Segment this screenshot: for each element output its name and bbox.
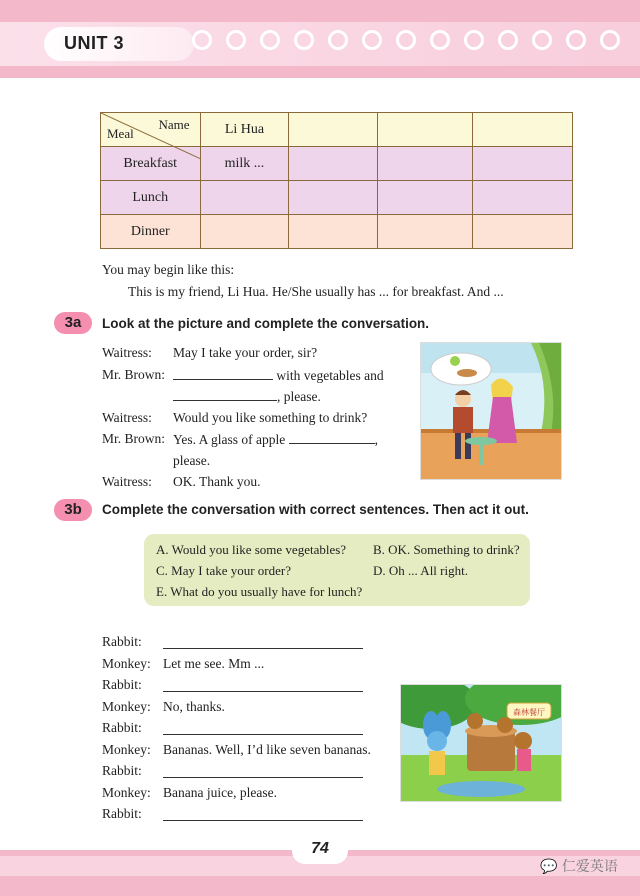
meal-label: Breakfast	[101, 147, 201, 181]
corner-meal-label: Meal	[107, 126, 134, 141]
answer-blank[interactable]	[163, 808, 363, 821]
decor-dot	[532, 30, 552, 50]
table-cell[interactable]	[377, 147, 473, 181]
meal-label: Dinner	[101, 215, 201, 249]
dialogue-text: Yes. A glass of apple	[173, 432, 286, 447]
table-cell[interactable]	[473, 181, 573, 215]
dialogue-line: Let me see. Mm ...	[163, 656, 265, 671]
watermark-text: 仁爱英语	[561, 859, 618, 875]
decor-dot	[396, 30, 416, 50]
dialogue-line: May I take your order, sir?	[173, 345, 318, 360]
table-cell[interactable]	[200, 181, 289, 215]
table-cell[interactable]	[473, 147, 573, 181]
restaurant-sign: 森林餐厅	[513, 708, 545, 717]
section-badge-3b: 3b	[54, 499, 92, 521]
answer-blank[interactable]	[163, 636, 363, 649]
unit-title: UNIT 3	[64, 33, 125, 53]
decor-dot	[294, 30, 314, 50]
dialogue-text: with vegetables and	[276, 368, 384, 383]
decor-dot	[328, 30, 348, 50]
table-row	[101, 215, 573, 249]
table-cell[interactable]	[473, 215, 573, 249]
section-badge-3a: 3a	[54, 312, 92, 334]
table-cell[interactable]	[200, 215, 289, 249]
table-row	[101, 181, 573, 215]
chat-bubble-icon: 💬	[540, 859, 558, 875]
watermark	[540, 856, 618, 876]
answer-blank[interactable]	[163, 722, 363, 735]
dialogue-line-with-blank: Yes. A glass of apple ,	[173, 432, 379, 447]
table-cell[interactable]	[289, 215, 377, 249]
speaker-label: Rabbit:	[102, 634, 142, 649]
dialogue-line: OK. Thank you.	[173, 474, 261, 489]
table-cell[interactable]	[377, 181, 473, 215]
dialogue-line: No, thanks.	[163, 699, 225, 714]
decor-dot	[362, 30, 382, 50]
instruction-3b: Complete the conversation with correct sentences. Then act it out.	[102, 502, 529, 517]
decor-dot	[260, 30, 280, 50]
answer-blank[interactable]	[163, 765, 363, 778]
column-header-empty[interactable]	[473, 113, 573, 147]
meal-table	[100, 112, 573, 249]
meal-label: Lunch	[101, 181, 201, 215]
dialogue-line: Banana juice, please.	[163, 785, 277, 800]
table-cell[interactable]	[377, 215, 473, 249]
speaker-label: Rabbit:	[102, 720, 142, 735]
speaker-label: Waitress:	[102, 345, 152, 360]
decor-dot	[192, 30, 212, 50]
decor-dot	[226, 30, 246, 50]
decor-dot	[430, 30, 450, 50]
corner-name-label: Name	[158, 117, 190, 132]
begin-hint: You may begin like this:	[102, 262, 235, 277]
option-d: D. Oh ... All right.	[373, 563, 468, 578]
answer-blank[interactable]	[289, 431, 375, 444]
speaker-label: Waitress:	[102, 410, 152, 425]
table-cell[interactable]	[289, 147, 377, 181]
header-dots	[192, 30, 634, 56]
decor-dot	[566, 30, 586, 50]
column-header-li-hua: Li Hua	[200, 113, 289, 147]
speaker-label: Mr. Brown:	[102, 431, 166, 446]
table-cell[interactable]	[289, 181, 377, 215]
instruction-3a: Look at the picture and complete the conversation.	[102, 316, 430, 331]
speaker-label: Rabbit:	[102, 763, 142, 778]
begin-example: This is my friend, Li Hua. He/She usually has ... for breakfast. And ...	[128, 284, 504, 299]
dialogue-line: please.	[173, 453, 211, 468]
answer-blank[interactable]	[173, 388, 277, 401]
table-corner-cell	[101, 113, 201, 147]
speaker-label: Waitress:	[102, 474, 152, 489]
speaker-label: Monkey:	[102, 785, 151, 800]
column-header-empty[interactable]	[377, 113, 473, 147]
speaker-label: Rabbit:	[102, 806, 142, 821]
speaker-label: Rabbit:	[102, 677, 142, 692]
column-header-empty[interactable]	[289, 113, 377, 147]
answer-blank[interactable]	[163, 679, 363, 692]
speaker-label: Mr. Brown:	[102, 367, 166, 382]
forest-restaurant-illustration	[400, 684, 562, 802]
restaurant-illustration	[420, 342, 562, 480]
answer-blank[interactable]	[173, 367, 273, 380]
decor-dot	[498, 30, 518, 50]
option-a: A. Would you like some vegetables?	[156, 542, 347, 557]
speaker-label: Monkey:	[102, 699, 151, 714]
decor-dot	[464, 30, 484, 50]
option-c: C. May I take your order?	[156, 563, 292, 578]
option-b: B. OK. Something to drink?	[373, 542, 520, 557]
option-e: E. What do you usually have for lunch?	[156, 584, 363, 599]
dialogue-text: , please.	[277, 389, 321, 404]
decor-dot	[600, 30, 620, 50]
speaker-label: Monkey:	[102, 656, 151, 671]
dialogue-line: Would you like something to drink?	[173, 410, 368, 425]
dialogue-line-with-blank	[173, 367, 384, 384]
dialogue-line-with-blank	[173, 388, 321, 405]
speaker-label: Monkey:	[102, 742, 151, 757]
table-cell[interactable]: milk ...	[200, 147, 289, 181]
page-number: 74	[311, 840, 329, 857]
dialogue-line: Bananas. Well, I’d like seven bananas.	[163, 742, 371, 757]
